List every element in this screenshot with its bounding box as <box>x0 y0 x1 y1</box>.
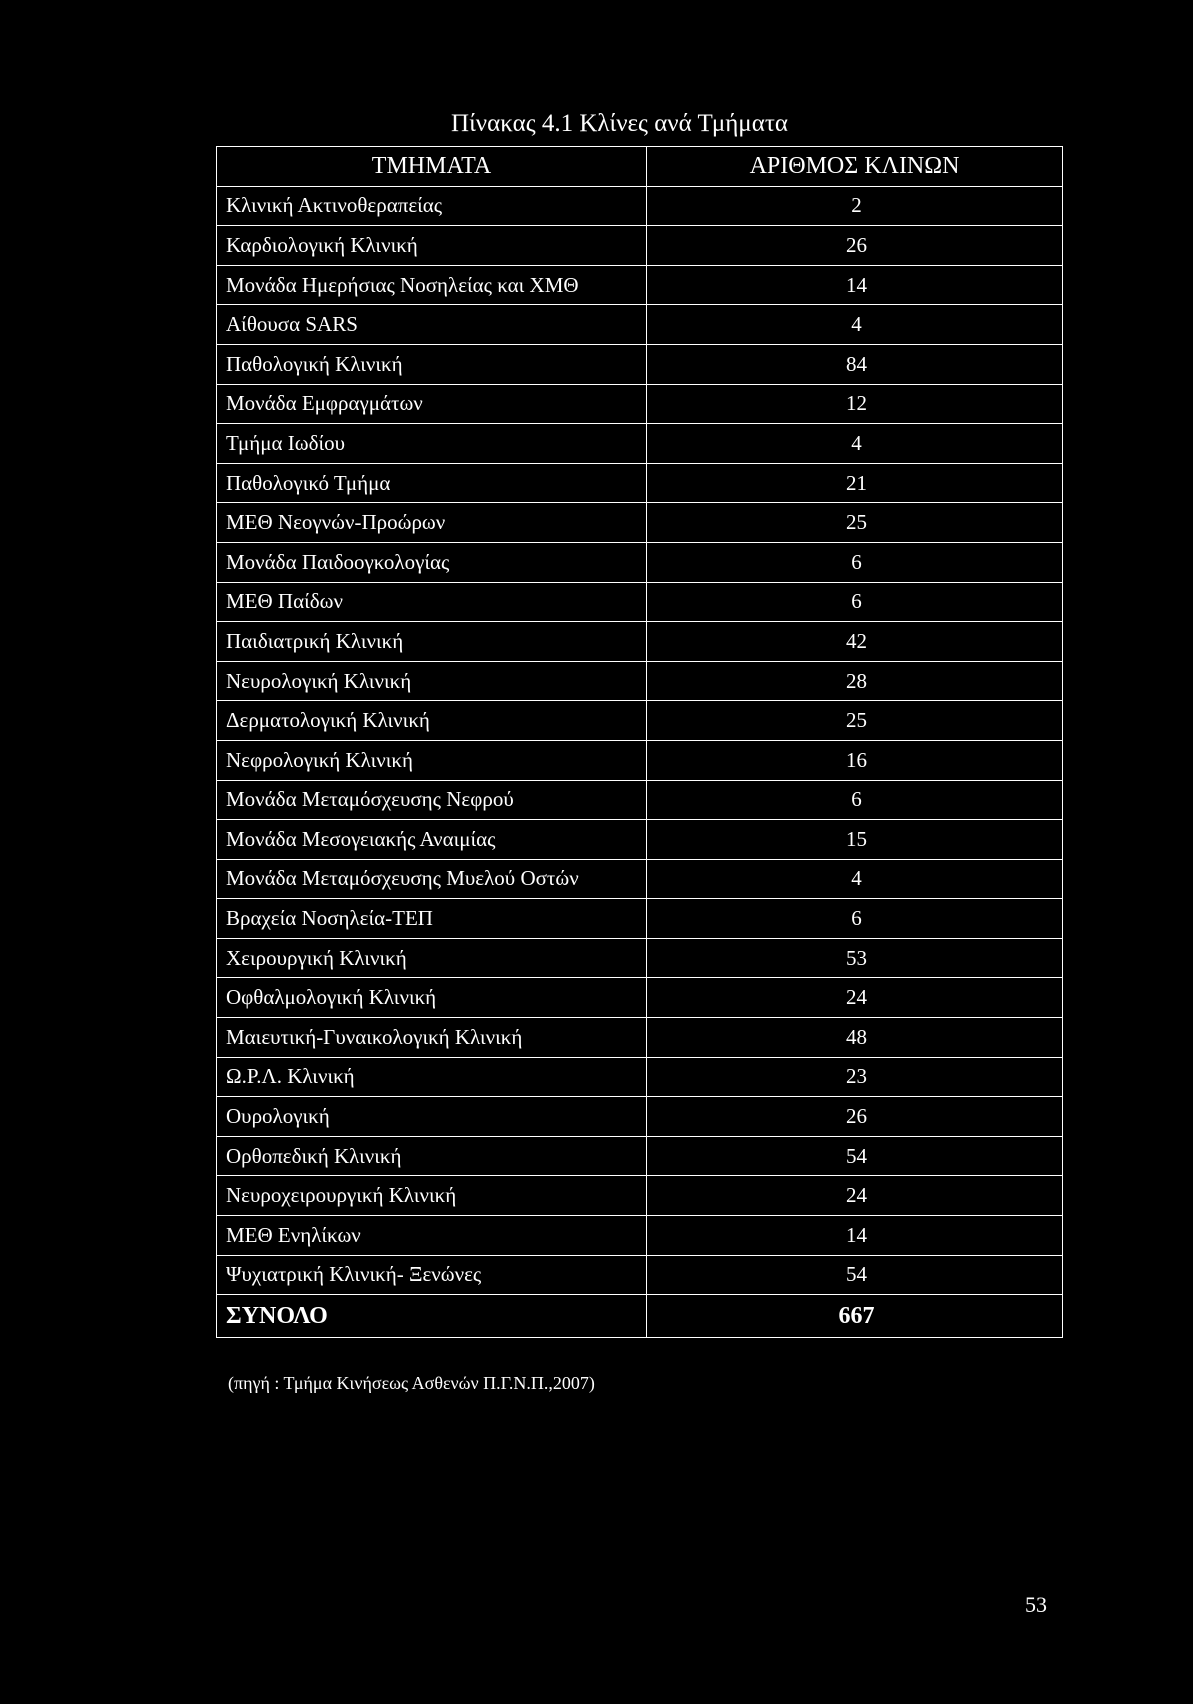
bed-count <box>647 424 1063 464</box>
source-note: (πηγή : Τμήμα Κινήσεως Ασθενών Π.Γ.Ν.Π.,2007) <box>228 1373 595 1393</box>
department-name: Ω.Ρ.Λ. Κλινική <box>217 1057 647 1097</box>
department-name: Νεφρολογική Κλινική <box>217 740 647 780</box>
bed-count-text: 25 <box>846 708 867 733</box>
page-number: 53 <box>1025 1592 1047 1617</box>
department-name: Μονάδα Μεταμόσχευσης Νεφρού <box>217 780 647 820</box>
table-body <box>217 186 1063 1295</box>
table-row <box>217 661 1063 701</box>
bed-count-text: 84 <box>846 351 867 376</box>
bed-count <box>647 1136 1063 1176</box>
bed-count-text: 6 <box>851 549 862 574</box>
department-name: Δερματολογική Κλινική <box>217 701 647 741</box>
header-bed-count: ΑΡΙΘΜΟΣ ΚΛΙΝΩΝ <box>647 147 1063 187</box>
table-row <box>217 938 1063 978</box>
table-row <box>217 384 1063 424</box>
total-label: ΣΥΝΟΛΟ <box>217 1295 647 1338</box>
table-row <box>217 463 1063 503</box>
bed-count <box>647 859 1063 899</box>
bed-count <box>647 463 1063 503</box>
department-name: Μονάδα Ημερήσιας Νοσηλείας και ΧΜΘ <box>217 265 647 305</box>
bed-count <box>647 226 1063 266</box>
bed-count <box>647 740 1063 780</box>
bed-count <box>647 661 1063 701</box>
total-row <box>217 1295 1063 1338</box>
table-header-row <box>217 147 1063 187</box>
bed-count-text: 24 <box>846 1183 867 1208</box>
bed-count-text: 48 <box>846 1024 867 1049</box>
total-value <box>647 1295 1063 1338</box>
department-name: Καρδιολογική Κλινική <box>217 226 647 266</box>
bed-count-text: 23 <box>846 1064 867 1089</box>
table-row <box>217 622 1063 662</box>
bed-count <box>647 938 1063 978</box>
department-name: Παθολογικό Τμήμα <box>217 463 647 503</box>
table-row <box>217 1176 1063 1216</box>
table-row <box>217 780 1063 820</box>
bed-count-text: 25 <box>846 510 867 535</box>
table-row <box>217 1018 1063 1058</box>
bed-count-text: 4 <box>851 866 862 891</box>
beds-table <box>216 146 1063 1338</box>
table-row <box>217 582 1063 622</box>
bed-count <box>647 503 1063 543</box>
bed-count <box>647 582 1063 622</box>
bed-count <box>647 305 1063 345</box>
bed-count-text: 42 <box>846 628 867 653</box>
department-name: ΜΕΘ Παίδων <box>217 582 647 622</box>
bed-count-text: 15 <box>846 826 867 851</box>
bed-count-text: 4 <box>851 430 862 455</box>
bed-count-text: 12 <box>846 391 867 416</box>
bed-count-text: 21 <box>846 470 867 495</box>
table-row <box>217 1216 1063 1256</box>
bed-count <box>647 820 1063 860</box>
table-row <box>217 344 1063 384</box>
table-row <box>217 305 1063 345</box>
department-name: Βραχεία Νοσηλεία-ΤΕΠ <box>217 899 647 939</box>
department-name: ΜΕΘ Νεογνών-Προώρων <box>217 503 647 543</box>
bed-count-text: 54 <box>846 1143 867 1168</box>
bed-count-text: 16 <box>846 747 867 772</box>
department-name: Τμήμα Ιωδίου <box>217 424 647 464</box>
table-row <box>217 1097 1063 1137</box>
bed-count <box>647 344 1063 384</box>
department-name: Μονάδα Παιδοογκολογίας <box>217 542 647 582</box>
department-name: Οφθαλμολογική Κλινική <box>217 978 647 1018</box>
table-row <box>217 503 1063 543</box>
bed-count <box>647 542 1063 582</box>
bed-count-text: 6 <box>851 589 862 614</box>
bed-count <box>647 701 1063 741</box>
department-name: Μονάδα Μεσογειακής Αναιμίας <box>217 820 647 860</box>
bed-count <box>647 899 1063 939</box>
bed-count <box>647 265 1063 305</box>
department-name: Χειρουργική Κλινική <box>217 938 647 978</box>
table-row <box>217 226 1063 266</box>
department-name: Παιδιατρική Κλινική <box>217 622 647 662</box>
bed-count-text: 14 <box>846 272 867 297</box>
table-row <box>217 701 1063 741</box>
table-caption: Πίνακας 4.1 Κλίνες ανά Τμήματα <box>451 110 788 137</box>
bed-count-text: 6 <box>851 787 862 812</box>
department-name: Ψυχιατρική Κλινική- Ξενώνες <box>217 1255 647 1295</box>
table-row <box>217 820 1063 860</box>
bed-count <box>647 1176 1063 1216</box>
bed-count-text: 14 <box>846 1222 867 1247</box>
bed-count-text: 24 <box>846 985 867 1010</box>
table-row <box>217 899 1063 939</box>
table-row <box>217 424 1063 464</box>
bed-count <box>647 1255 1063 1295</box>
bed-count <box>647 1097 1063 1137</box>
header-departments: ΤΜΗΜΑΤΑ <box>217 147 647 187</box>
table-row <box>217 265 1063 305</box>
bed-count-text: 28 <box>846 668 867 693</box>
department-name: Αίθουσα SARS <box>217 305 647 345</box>
bed-count <box>647 1216 1063 1256</box>
department-name: Μαιευτική-Γυναικολογική Κλινική <box>217 1018 647 1058</box>
bed-count <box>647 978 1063 1018</box>
table-row <box>217 186 1063 226</box>
total-value-text: 667 <box>838 1302 875 1329</box>
bed-count <box>647 384 1063 424</box>
department-name: Ορθοπεδική Κλινική <box>217 1136 647 1176</box>
bed-count-text: 54 <box>846 1262 867 1287</box>
bed-count-text: 26 <box>846 1104 867 1129</box>
bed-count <box>647 1018 1063 1058</box>
department-name: Κλινική Ακτινοθεραπείας <box>217 186 647 226</box>
department-name: Μονάδα Μεταμόσχευσης Μυελού Οστών <box>217 859 647 899</box>
department-name: ΜΕΘ Ενηλίκων <box>217 1216 647 1256</box>
bed-count-text: 53 <box>846 945 867 970</box>
bed-count-text: 26 <box>846 232 867 257</box>
bed-count <box>647 186 1063 226</box>
department-name: Νευρολογική Κλινική <box>217 661 647 701</box>
department-name: Ουρολογική <box>217 1097 647 1137</box>
table-row <box>217 978 1063 1018</box>
table-row <box>217 740 1063 780</box>
department-name: Παθολογική Κλινική <box>217 344 647 384</box>
bed-count <box>647 780 1063 820</box>
department-name: Μονάδα Εμφραγμάτων <box>217 384 647 424</box>
table-row <box>217 1136 1063 1176</box>
bed-count-text: 4 <box>851 312 862 337</box>
bed-count <box>647 1057 1063 1097</box>
bed-count <box>647 622 1063 662</box>
bed-count-text: 2 <box>851 193 862 218</box>
bed-count-text: 6 <box>851 906 862 931</box>
table-row <box>217 1057 1063 1097</box>
table-row <box>217 859 1063 899</box>
table-row <box>217 542 1063 582</box>
table-row <box>217 1255 1063 1295</box>
department-name: Νευροχειρουργική Κλινική <box>217 1176 647 1216</box>
